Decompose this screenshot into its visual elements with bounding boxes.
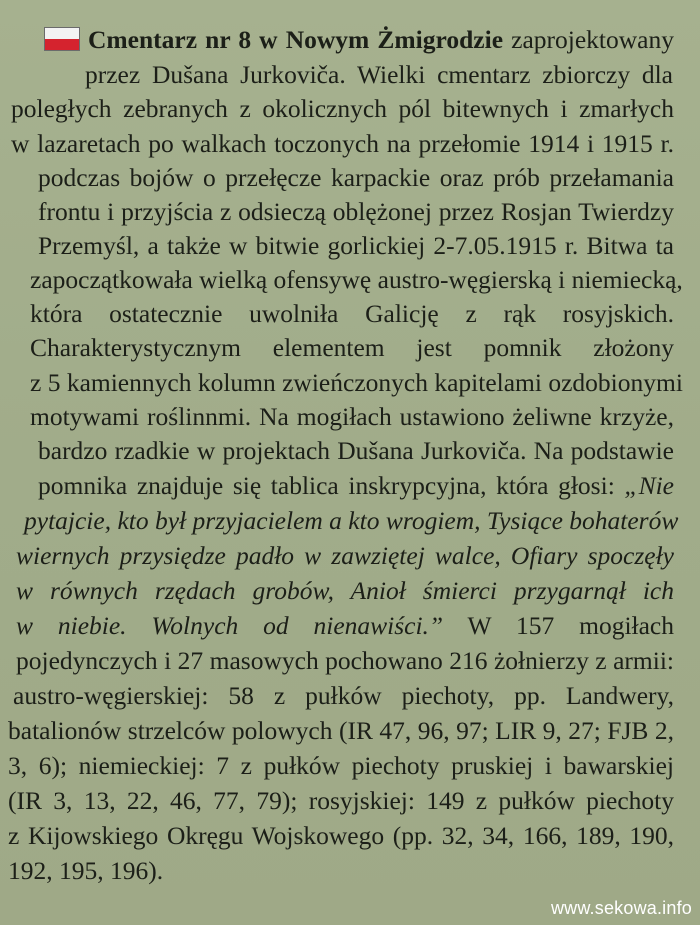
- text-line-2: przez Dušana Jurkoviča. Wielki cmentarz zbiorczy dla: [85, 60, 673, 89]
- site-watermark: www.sekowa.info: [550, 898, 692, 918]
- inscription-quote-start: „Nie: [624, 471, 674, 500]
- text-line-23: (IR 3, 13, 22, 46, 77, 79); rosyjskiej: 149 z pułków piechoty: [8, 786, 674, 815]
- inscription-line-3: w równych rzędach grobów, Anioł śmierci przygarnął ich: [16, 576, 674, 605]
- inscription-line-2: wiernych przysiędze padło w zawziętej walce, Ofiary spoczęły: [16, 541, 674, 570]
- text-line-4: w lazaretach po walkach toczonych na przełomie 1914 i 1915 r.: [11, 129, 674, 158]
- text-line-5: podczas bojów o przełęcze karpackie oraz prób przełamania: [38, 163, 674, 192]
- text-line-24: z Kijowskiego Okręgu Wojskowego (pp. 32, 34, 166, 189, 190,: [8, 821, 674, 850]
- text-line-18: w niebie. Wolnych od nienawiści.” W 157 mogiłach: [16, 611, 674, 640]
- text-line-10: Charakterystycznym elementem jest pomnik złożony: [30, 333, 674, 362]
- text-line-11: z 5 kamiennych kolumn zwieńczonych kapitelami ozdobionymi: [30, 368, 683, 397]
- text-line-9: która ostatecznie uwolniła Galicję z rąk rosyjskich.: [30, 299, 674, 328]
- text-line-7: Przemyśl, a także w bitwie gorlickiej 2-7.05.1915 r. Bitwa ta: [38, 231, 674, 260]
- text-line-21: batalionów strzelców polowych (IR 47, 96, 97; LIR 9, 27; FJB 2,: [8, 716, 674, 745]
- text-line-14: pomnika znajduje się tablica inskrypcyjna, która głosi: „Nie: [38, 471, 674, 500]
- inscription-line-4: w niebie. Wolnych od nienawiści.”: [16, 611, 444, 640]
- text-line-19: pojedynczych i 27 masowych pochowano 216 żołnierzy z armii:: [16, 646, 674, 675]
- poland-flag-icon: [44, 27, 80, 51]
- inscription-line-1: pytajcie, kto był przyjacielem a kto wrogiem, Tysiące bohaterów: [24, 506, 679, 535]
- text-line-22: 3, 6); niemieckiej: 7 z pułków piechoty pruskiej i bawarskiej: [8, 751, 674, 780]
- text-line-25: 192, 195, 196).: [8, 856, 164, 885]
- text-line-20: austro-węgierskiej: 58 z pułków piechoty, pp. Landwery,: [13, 681, 674, 710]
- text-line-12: motywami roślinnmi. Na mogiłach ustawiono żeliwne krzyże,: [30, 402, 674, 431]
- text-line-8: zapoczątkowała wielką ofensywę austro-węgierską i niemiecką,: [30, 265, 683, 294]
- cemetery-title: Cmentarz nr 8 w Nowym Żmigrodzie: [88, 25, 504, 54]
- text-line-1: Cmentarz nr 8 w Nowym Żmigrodzie zaprojektowany: [88, 25, 674, 54]
- text-line-6: frontu i przyjścia z odsieczą oblężonej przez Rosjan Twierdzy: [38, 197, 674, 226]
- text-line-3: poległych zebranych z okolicznych pól bitewnych i zmarłych: [11, 94, 674, 123]
- text-line-13: bardzo rzadkie w projektach Dušana Jurkoviča. Na podstawie: [38, 436, 674, 465]
